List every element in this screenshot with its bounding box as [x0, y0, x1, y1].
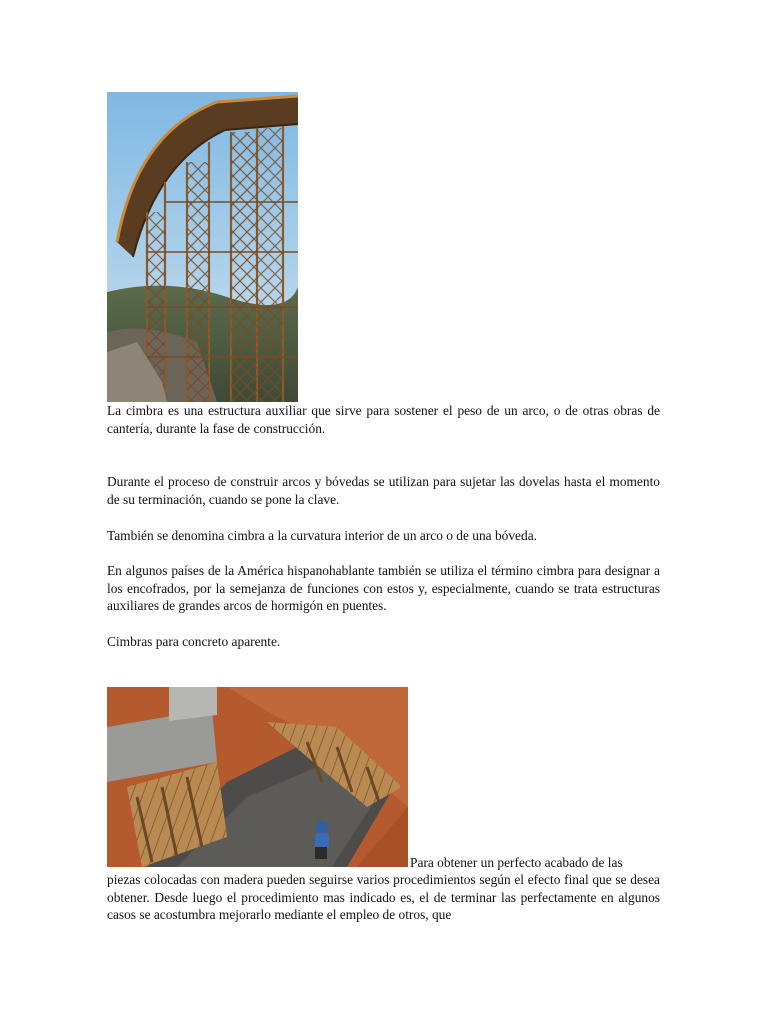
scaffolding-photo [107, 92, 298, 402]
paragraph-acabado-continued: piezas colocadas con madera pueden seguirse varios procedimientos según el efecto final que se desea obtener. Desde luego el procedimiento mas indicado es, el de terminar las perfectamente en algunos casos se acostumbra mejorarlo mediante el empleo de otros, que [107, 872, 660, 923]
paragraph-acabado-start: Para obtener un perfecto acabado de las [410, 855, 623, 870]
paragraph-concreto-aparente: Cimbras para concreto aparente. [107, 634, 281, 649]
paragraph-america-hispanohablante: En algunos países de la América hispanohablante también se utiliza el término cimbra para designar a los encofrados, por la semejanza de funciones con estos y, especialmente, cuando se trata estructuras auxiliares de grandes arcos de hormigón en puentes. [107, 563, 660, 614]
paragraph-arcos-bovedas: Durante el proceso de construir arcos y bóvedas se utilizan para sujetar las dovelas hasta el momento de su terminación, cuando se pone la clave. [107, 474, 660, 507]
paragraph-cimbra-definition: La cimbra es una estructura auxiliar que sirve para sostener el peso de un arco, o de otras obras de cantería, durante la fase de construcción. [107, 403, 660, 436]
formwork-photo [107, 687, 408, 867]
paragraph-curvatura: También se denomina cimbra a la curvatura interior de un arco o de una bóveda. [107, 528, 537, 543]
